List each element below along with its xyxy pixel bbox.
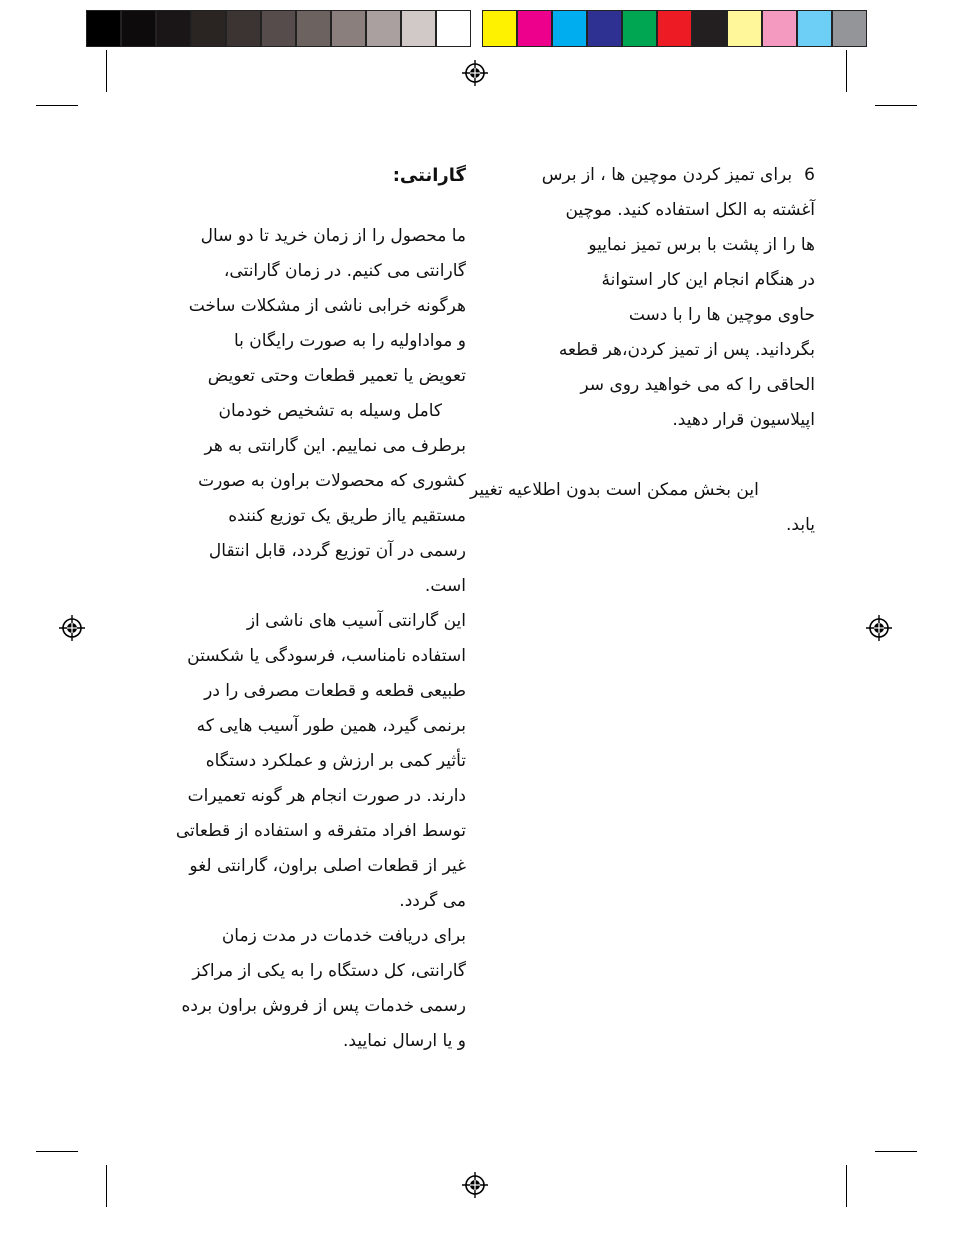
crop-mark — [36, 105, 78, 106]
color-swatch — [727, 10, 762, 47]
color-swatch — [762, 10, 797, 47]
warranty-column — [120, 158, 466, 1059]
crop-mark — [846, 50, 847, 92]
step-line: ها را از پشت با برس تمیز نماییو — [588, 235, 815, 255]
warranty-line: طبیعی قطعه و قطعات مصرفی را در — [204, 681, 466, 701]
warranty-line: غیر از قطعات اصلی براون، گارانتی لغو — [189, 856, 466, 876]
step-line: 6برای تمیز کردن موچین ها ، از برس — [470, 158, 815, 193]
color-swatch — [832, 10, 867, 47]
color-swatch — [482, 10, 517, 47]
warranty-line: این گارانتی آسیب های ناشی از — [246, 611, 466, 631]
color-swatch — [156, 10, 191, 47]
warranty-line: کامل وسیله به تشخیص خودمان — [218, 401, 442, 421]
registration-mark-icon — [462, 60, 488, 86]
color-swatch — [366, 10, 401, 47]
step-line: الحاقی را که می خواهید روی سر — [580, 375, 815, 395]
warranty-line: برنمی گیرد، همین طور آسیب هایی که — [196, 716, 466, 736]
color-swatch — [552, 10, 587, 47]
crop-mark — [36, 1151, 78, 1152]
warranty-line: برای دریافت خدمات در مدت زمان — [221, 926, 466, 946]
registration-mark-icon — [59, 615, 85, 641]
color-swatch — [797, 10, 832, 47]
warranty-line: تعویض یا تعمیر قطعات وحتی تعویض — [207, 366, 466, 386]
step-line: آغشته به الکل استفاده کنید. موچین — [565, 200, 815, 220]
warranty-line: و یا ارسال نمایید. — [343, 1031, 466, 1051]
notice-line: این بخش ممکن است بدون اطلاعیه تغییر — [470, 480, 759, 500]
step-line: بگردانید. پس از تمیز کردن،هر قطعه — [558, 340, 815, 360]
warranty-line: مستقیم یااز طریق یک توزیع کننده — [228, 506, 466, 526]
color-swatch — [121, 10, 156, 47]
color-swatch — [692, 10, 727, 47]
crop-mark — [106, 50, 107, 92]
cleaning-instructions-column — [470, 158, 815, 543]
notice-line: یابد. — [786, 515, 815, 535]
color-swatch — [622, 10, 657, 47]
step-number: 6 — [804, 165, 815, 185]
color-swatch — [226, 10, 261, 47]
warranty-line: تأثیر کمی بر ارزش و عملکرد دستگاه — [205, 751, 466, 771]
color-swatch — [261, 10, 296, 47]
warranty-line: کشوری که محصولات براون به صورت — [198, 471, 466, 491]
warranty-line: رسمی خدمات پس از فروش براون برده — [181, 996, 466, 1016]
warranty-line: ما محصول را از زمان خرید تا دو سال — [200, 226, 466, 246]
warranty-heading: گارانتی: — [392, 165, 466, 186]
color-swatch — [296, 10, 331, 47]
color-swatch — [587, 10, 622, 47]
registration-mark-icon — [462, 1172, 488, 1198]
crop-mark — [846, 1165, 847, 1207]
warranty-line: استفاده نامناسب، فرسودگی یا شکستن — [187, 646, 466, 666]
warranty-line: و مواداولیه را به صورت رایگان با — [233, 331, 466, 351]
warranty-line: توسط افراد متفرقه و استفاده از قطعاتی — [175, 821, 466, 841]
process-color-bar — [482, 10, 867, 47]
warranty-line: است. — [424, 576, 466, 596]
step-line: حاوی موچین ها را با دست — [628, 305, 815, 325]
crop-mark — [875, 105, 917, 106]
color-swatch — [401, 10, 436, 47]
color-swatch — [657, 10, 692, 47]
crop-mark — [106, 1165, 107, 1207]
step-line: در هنگام انجام این کار استوانۀ — [601, 270, 815, 290]
color-swatch — [331, 10, 366, 47]
color-swatch — [191, 10, 226, 47]
warranty-line: دارند. در صورت انجام هر گونه تعمیرات — [187, 786, 466, 806]
color-swatch — [517, 10, 552, 47]
color-swatch — [436, 10, 471, 47]
crop-mark — [875, 1151, 917, 1152]
warranty-line: رسمی در آن توزیع گردد، قابل انتقال — [208, 541, 466, 561]
grayscale-color-bar — [86, 10, 471, 47]
warranty-line: گارانتی، کل دستگاه را به یکی از مراکز — [192, 961, 466, 981]
warranty-line: گارانتی می کنیم. در زمان گارانتی، — [223, 261, 466, 281]
step-line: اپیلاسیون قرار دهید. — [672, 410, 815, 430]
registration-mark-icon — [866, 615, 892, 641]
warranty-line: هرگونه خرابی ناشی از مشکلات ساخت — [188, 296, 466, 316]
warranty-line: می گردد. — [399, 891, 466, 911]
warranty-line: برطرف می نماییم. این گارانتی به هر — [204, 436, 466, 456]
color-swatch — [86, 10, 121, 47]
